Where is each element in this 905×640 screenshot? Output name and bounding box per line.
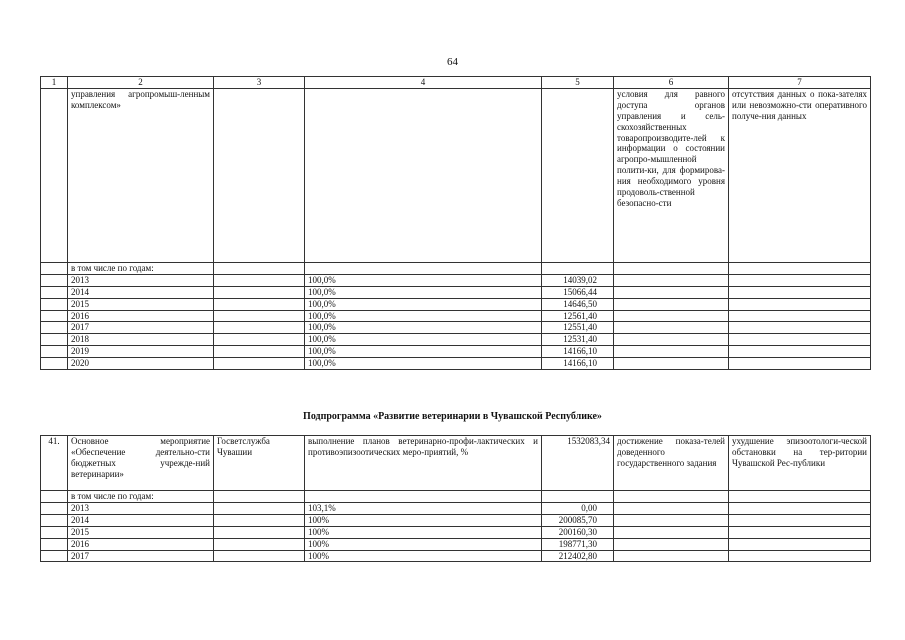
row-41-number: 41.	[41, 436, 68, 491]
row-41-consequences: ухудшение эпизоотологи-ческой обстановки на тер-ритории Чувашской Рес-публики	[729, 436, 871, 491]
year-cell: 2015	[68, 298, 214, 310]
table-veterinary	[40, 435, 871, 562]
percent-cell: 100,0%	[305, 286, 542, 298]
year-row	[41, 286, 871, 298]
percent-cell: 100,0%	[305, 334, 542, 346]
percent-cell: 100%	[305, 514, 542, 526]
percent-cell: 100,0%	[305, 298, 542, 310]
percent-cell: 100,0%	[305, 346, 542, 358]
year-cell: 2016	[68, 538, 214, 550]
header-col-7: 7	[729, 77, 871, 89]
years-label: в том числе по годам:	[68, 262, 214, 274]
header-col-2: 2	[68, 77, 214, 89]
amount-cell: 0,00	[542, 502, 614, 514]
amount-cell: 15066,44	[542, 286, 614, 298]
years-label-row	[41, 262, 871, 274]
year-cell: 2020	[68, 358, 214, 370]
year-row	[41, 526, 871, 538]
row-41-indicator: выполнение планов ветеринарно-профи-лактических и противоэпизоотических меро-приятий, %	[305, 436, 542, 491]
row-41-executor: Госветслужба Чувашии	[214, 436, 305, 491]
year-row	[41, 310, 871, 322]
year-row	[41, 550, 871, 562]
header-col-6: 6	[614, 77, 729, 89]
percent-cell: 100,0%	[305, 310, 542, 322]
year-cell: 2017	[68, 322, 214, 334]
year-row	[41, 358, 871, 370]
amount-cell: 12531,40	[542, 334, 614, 346]
year-cell: 2018	[68, 334, 214, 346]
year-row	[41, 334, 871, 346]
year-row	[41, 538, 871, 550]
year-row	[41, 274, 871, 286]
row-41-measure: Основное мероприятие «Обеспечение деятельно-сти бюджетных учрежде-ний ветеринарии»	[68, 436, 214, 491]
amount-cell: 212402,80	[542, 550, 614, 562]
header-col-3: 3	[214, 77, 305, 89]
amount-cell: 198771,30	[542, 538, 614, 550]
row-41-amount: 1532083,34	[542, 436, 614, 491]
year-row	[41, 298, 871, 310]
row-41	[41, 436, 871, 491]
year-cell: 2019	[68, 346, 214, 358]
amount-cell: 14166,10	[542, 358, 614, 370]
year-row	[41, 322, 871, 334]
table-continuation	[40, 76, 871, 370]
subprogram-title: Подпрограмма «Развитие ветеринарии в Чувашской Республике»	[303, 411, 602, 422]
year-cell: 2014	[68, 514, 214, 526]
table-header-row	[41, 77, 871, 89]
years-label: в том числе по годам:	[68, 491, 214, 503]
year-cell: 2015	[68, 526, 214, 538]
amount-cell: 14646,50	[542, 298, 614, 310]
cont-consequences: отсутствия данных о пока-зателях или невозможно-сти оперативного получе-ния данных	[729, 88, 871, 262]
year-cell: 2016	[68, 310, 214, 322]
header-col-5: 5	[542, 77, 614, 89]
amount-cell: 14039,02	[542, 274, 614, 286]
percent-cell: 100,0%	[305, 358, 542, 370]
header-col-1: 1	[41, 77, 68, 89]
continuation-row	[41, 88, 871, 262]
percent-cell: 100%	[305, 550, 542, 562]
amount-cell: 12561,40	[542, 310, 614, 322]
percent-cell: 103,1%	[305, 502, 542, 514]
year-cell: 2017	[68, 550, 214, 562]
year-row	[41, 514, 871, 526]
year-cell: 2013	[68, 274, 214, 286]
year-row	[41, 502, 871, 514]
amount-cell: 12551,40	[542, 322, 614, 334]
cont-measure-name: управления агропромыш-ленным комплексом»	[68, 88, 214, 262]
header-col-4: 4	[305, 77, 542, 89]
year-cell: 2014	[68, 286, 214, 298]
year-cell: 2013	[68, 502, 214, 514]
percent-cell: 100%	[305, 526, 542, 538]
percent-cell: 100,0%	[305, 322, 542, 334]
amount-cell: 200085,70	[542, 514, 614, 526]
percent-cell: 100,0%	[305, 274, 542, 286]
year-row	[41, 346, 871, 358]
cont-expected-result: условия для равного доступа органов управления и сель-скохозяйственных товаропроизводите-лей к информации о состоянии агропро-мышленной полити-ки, для формирова-ния необходимого уровня продоволь-ственной безопасно-сти	[614, 88, 729, 262]
amount-cell: 200160,30	[542, 526, 614, 538]
page-number: 64	[447, 56, 458, 68]
years-label-row	[41, 491, 871, 503]
row-41-result: достижение показа-телей доведенного государственного задания	[614, 436, 729, 491]
amount-cell: 14166,10	[542, 346, 614, 358]
percent-cell: 100%	[305, 538, 542, 550]
